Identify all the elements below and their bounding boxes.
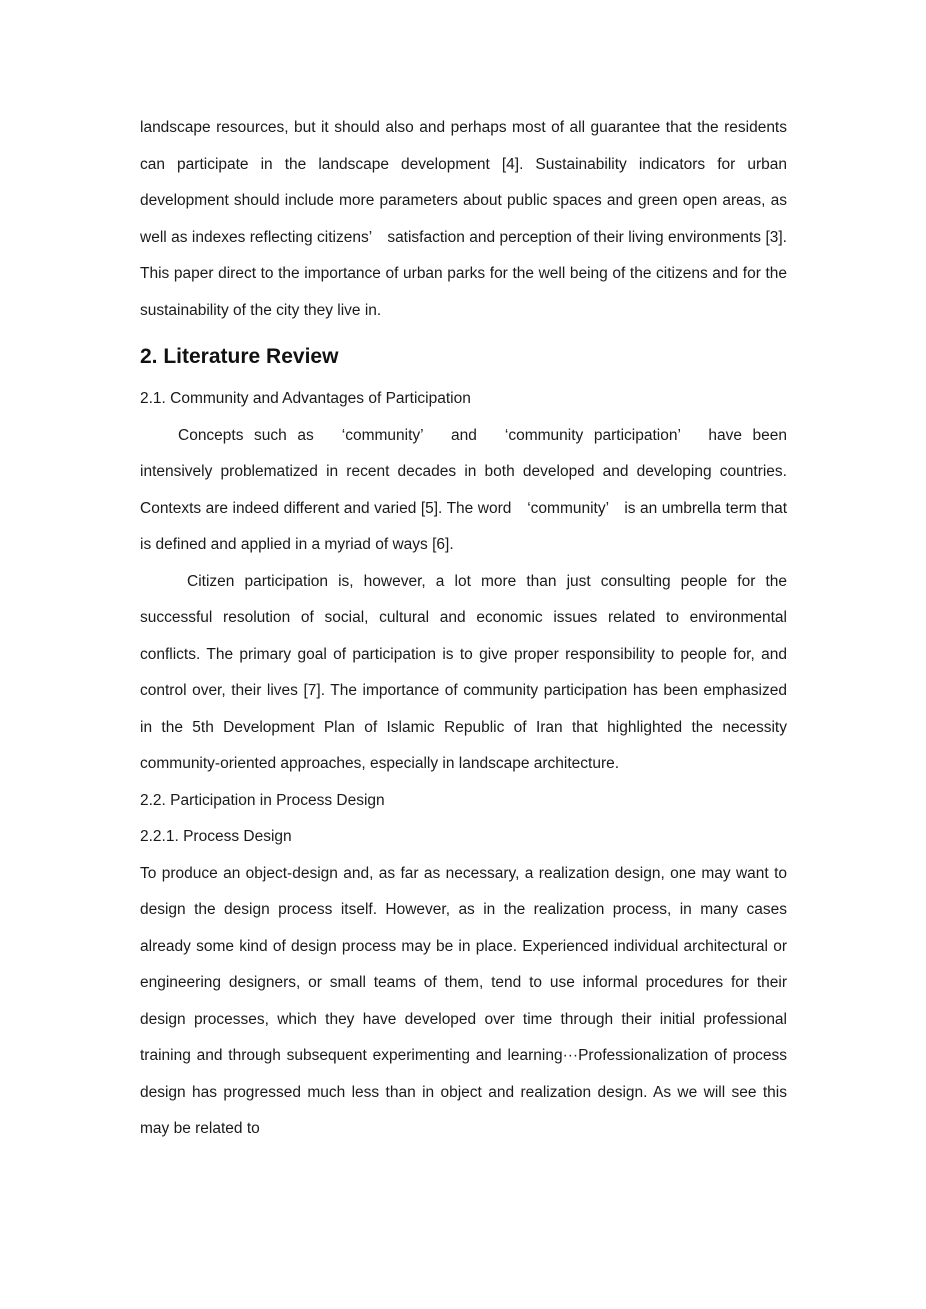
section-heading-literature-review: 2. Literature Review (140, 345, 339, 368)
subsection-heading-2-2-1: 2.2.1. Process Design (140, 828, 292, 845)
paragraph-citizen-participation: Citizen participation is, however, a lot more than just consulting people for the successful resolution of social, cultural and economic issues related to environmental conflicts. The primary goal of participation is to give proper responsibility to people for, and control over, their lives [7]. The importance of community participation has been emphasized in the 5th Development Plan of Islamic Republic of Iran that highlighted the necessity community-oriented approaches, especially in landscape architecture. (140, 572, 787, 772)
paragraph-process-design: To produce an object-design and, as far as necessary, a realization design, one may want to design the design process itself. However, as in the realization process, in many cases already some kind of design process may be in place. Experienced individual architectural or engineering designers, or small teams of them, tend to use informal procedures for their design processes, which they have developed over time through their initial professional training and through subsequent experimenting and learning···Professionalization of process design has progressed much less than in object and realization design. As we will see this may be related to (140, 864, 787, 1137)
subsection-heading-2-1: 2.1. Community and Advantages of Participation (140, 390, 471, 407)
paragraph-intro: landscape resources, but it should also and perhaps most of all guarantee that the residents can participate in the landscape development [4]. Sustainability indicators for urban development should include more parameters about public spaces and green open areas, as well as indexes reflecting citizens’ satisfaction and perception of their living environments [3]. This paper direct to the importance of urban parks for the well being of the citizens and for the sustainability of the city they live in. (140, 119, 787, 319)
subsection-heading-2-2: 2.2. Participation in Process Design (140, 791, 385, 809)
paragraph-community-concepts: Concepts such as ‘community’ and ‘community participation’ have been intensively problematized in recent decades in both developed and developing countries. Contexts are indeed different and varied [5]. The word ‘community’ is an umbrella term that is defined and applied in a myriad of ways [6]. (140, 426, 787, 553)
